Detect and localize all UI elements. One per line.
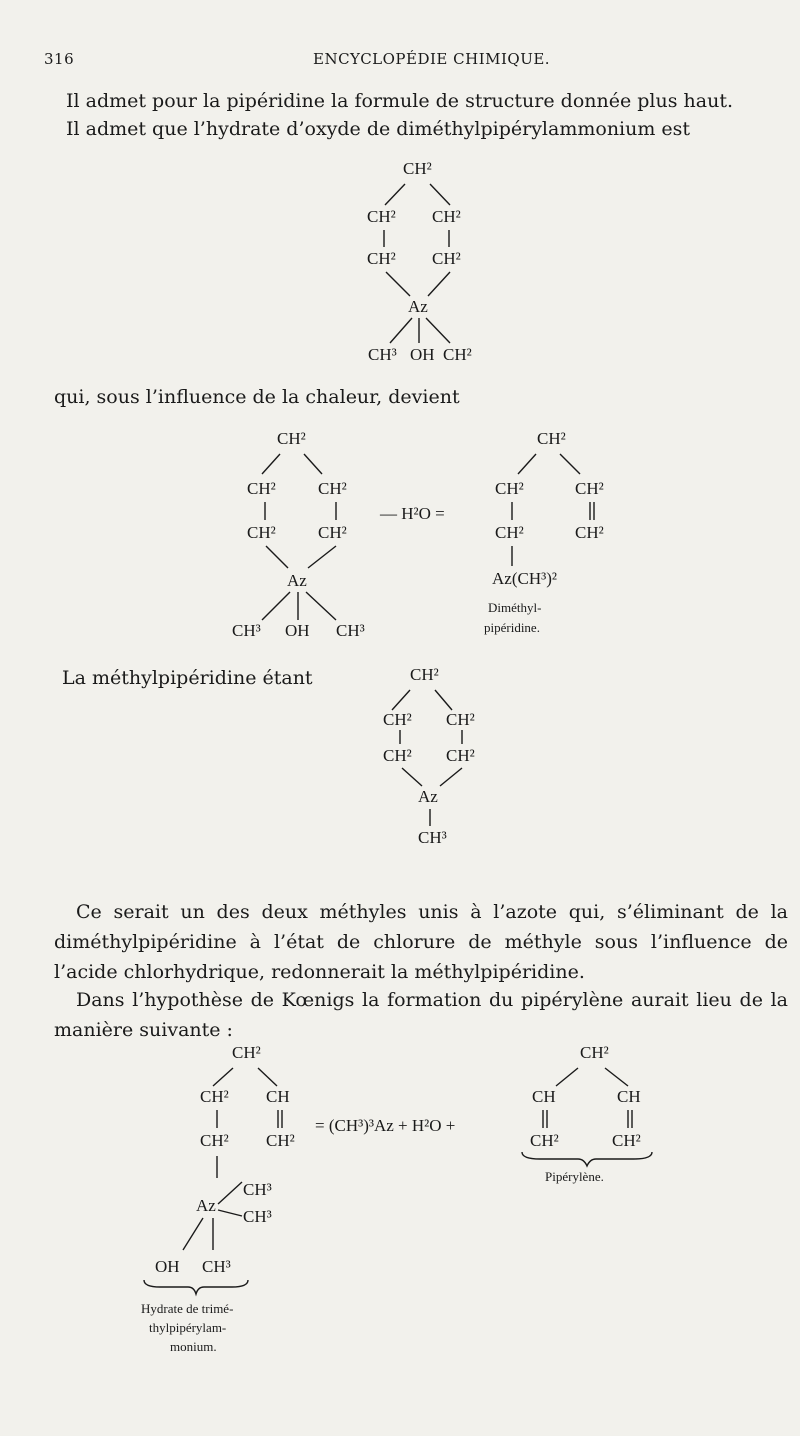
formula-reactant [232, 429, 365, 640]
f5-ch-right: CH [266, 1087, 290, 1106]
f5-ch2-left: CH² [200, 1087, 229, 1106]
f3-az-dimethyl: Az(CH³)² [492, 569, 557, 588]
f2-ch2-right2: CH² [318, 523, 347, 542]
f6-ch-left: CH [532, 1087, 556, 1106]
f4-ch3: CH³ [418, 828, 447, 847]
formula-dimethylpiperidine [484, 429, 604, 635]
f2-ch2-top: CH² [277, 429, 306, 448]
f6-ch2-top: CH² [580, 1043, 609, 1062]
f2-ch2-left2: CH² [247, 523, 276, 542]
f3-ch2-right: CH² [575, 479, 604, 498]
text-line-4: La méthylpipéridine étant [62, 667, 313, 689]
piperylene-brace [522, 1152, 652, 1166]
f6-ch2-left: CH² [530, 1131, 559, 1150]
f6-ch-right: CH [617, 1087, 641, 1106]
f1-ch2-left: CH² [367, 207, 396, 226]
f4-ch2-right: CH² [446, 710, 475, 729]
f3-ch2-right2: CH² [575, 523, 604, 542]
text-line-2: Il admet que l’hydrate d’oxyde de diméthylpipérylammonium est [66, 118, 691, 140]
f4-ch2-left2: CH² [383, 746, 412, 765]
running-title: ENCYCLOPÉDIE CHIMIQUE. [313, 50, 551, 68]
f5-az: Az [196, 1196, 216, 1215]
f1-ch2-left2: CH² [367, 249, 396, 268]
formula-dimethylpiperylammonium [367, 159, 472, 364]
f3-ch2-left2: CH² [495, 523, 524, 542]
text-line-3: qui, sous l’influence de la chaleur, devient [54, 386, 460, 408]
caption-hydrate-3: monium. [170, 1339, 217, 1354]
f5-ch3-a: CH³ [243, 1180, 272, 1199]
f2-az: Az [287, 571, 307, 590]
f5-oh: OH [155, 1257, 180, 1276]
f5-ch2-right2: CH² [266, 1131, 295, 1150]
f4-az: Az [418, 787, 438, 806]
paragraph-2: Dans l’hypothèse de Kœnigs la formation du pipérylène aurait lieu de la manière suivante : [54, 989, 788, 1041]
formula-methylpiperidine [383, 665, 475, 847]
hydrate-brace [144, 1280, 248, 1294]
equation-rhs: = (CH³)³Az + H²O + [315, 1116, 456, 1135]
caption-hydrate-2: thylpipérylam- [149, 1320, 227, 1335]
text-line-1: Il admet pour la pipéridine la formule de structure donnée plus haut. [66, 90, 734, 112]
minus-water: — H²O = [380, 504, 445, 523]
f1-oh: OH [410, 345, 435, 364]
f6-ch2-right: CH² [612, 1131, 641, 1150]
f5-ch2-top: CH² [232, 1043, 261, 1062]
f4-ch2-left: CH² [383, 710, 412, 729]
f4-ch2-right2: CH² [446, 746, 475, 765]
f5-ch2-left2: CH² [200, 1131, 229, 1150]
f1-ch2-right: CH² [432, 207, 461, 226]
f2-ch3-right: CH³ [336, 621, 365, 640]
f2-oh: OH [285, 621, 310, 640]
f1-ch2-top: CH² [403, 159, 432, 178]
formula-piperylene [522, 1043, 652, 1184]
formula-trimethylpiperylammonium [141, 1043, 295, 1354]
f1-ch2-n: CH² [443, 345, 472, 364]
f2-ch2-right: CH² [318, 479, 347, 498]
f1-az: Az [408, 297, 428, 316]
caption-piperylene: Pipérylène. [545, 1169, 604, 1184]
caption-hydrate-1: Hydrate de trimé- [141, 1301, 234, 1316]
f2-ch2-left: CH² [247, 479, 276, 498]
f4-ch2-top: CH² [410, 665, 439, 684]
caption-dimethyl-2: pipéridine. [484, 620, 540, 635]
page-number: 316 [44, 50, 75, 68]
f3-ch2-left: CH² [495, 479, 524, 498]
f5-ch3-b: CH³ [243, 1207, 272, 1226]
f1-ch3: CH³ [368, 345, 397, 364]
f5-ch3-c: CH³ [202, 1257, 231, 1276]
paragraph-1: Ce serait un des deux méthyles unis à l’azote qui, s’éliminant de la diméthylpipéridine à l’état de chlorure de méthyle sous l’influence de l’acide chlorhydrique, redonnerait la méthylpipéridine. [54, 901, 788, 983]
f1-ch2-right2: CH² [432, 249, 461, 268]
f2-ch3-left: CH³ [232, 621, 261, 640]
f3-ch2-top: CH² [537, 429, 566, 448]
caption-dimethyl-1: Diméthyl- [488, 600, 542, 615]
